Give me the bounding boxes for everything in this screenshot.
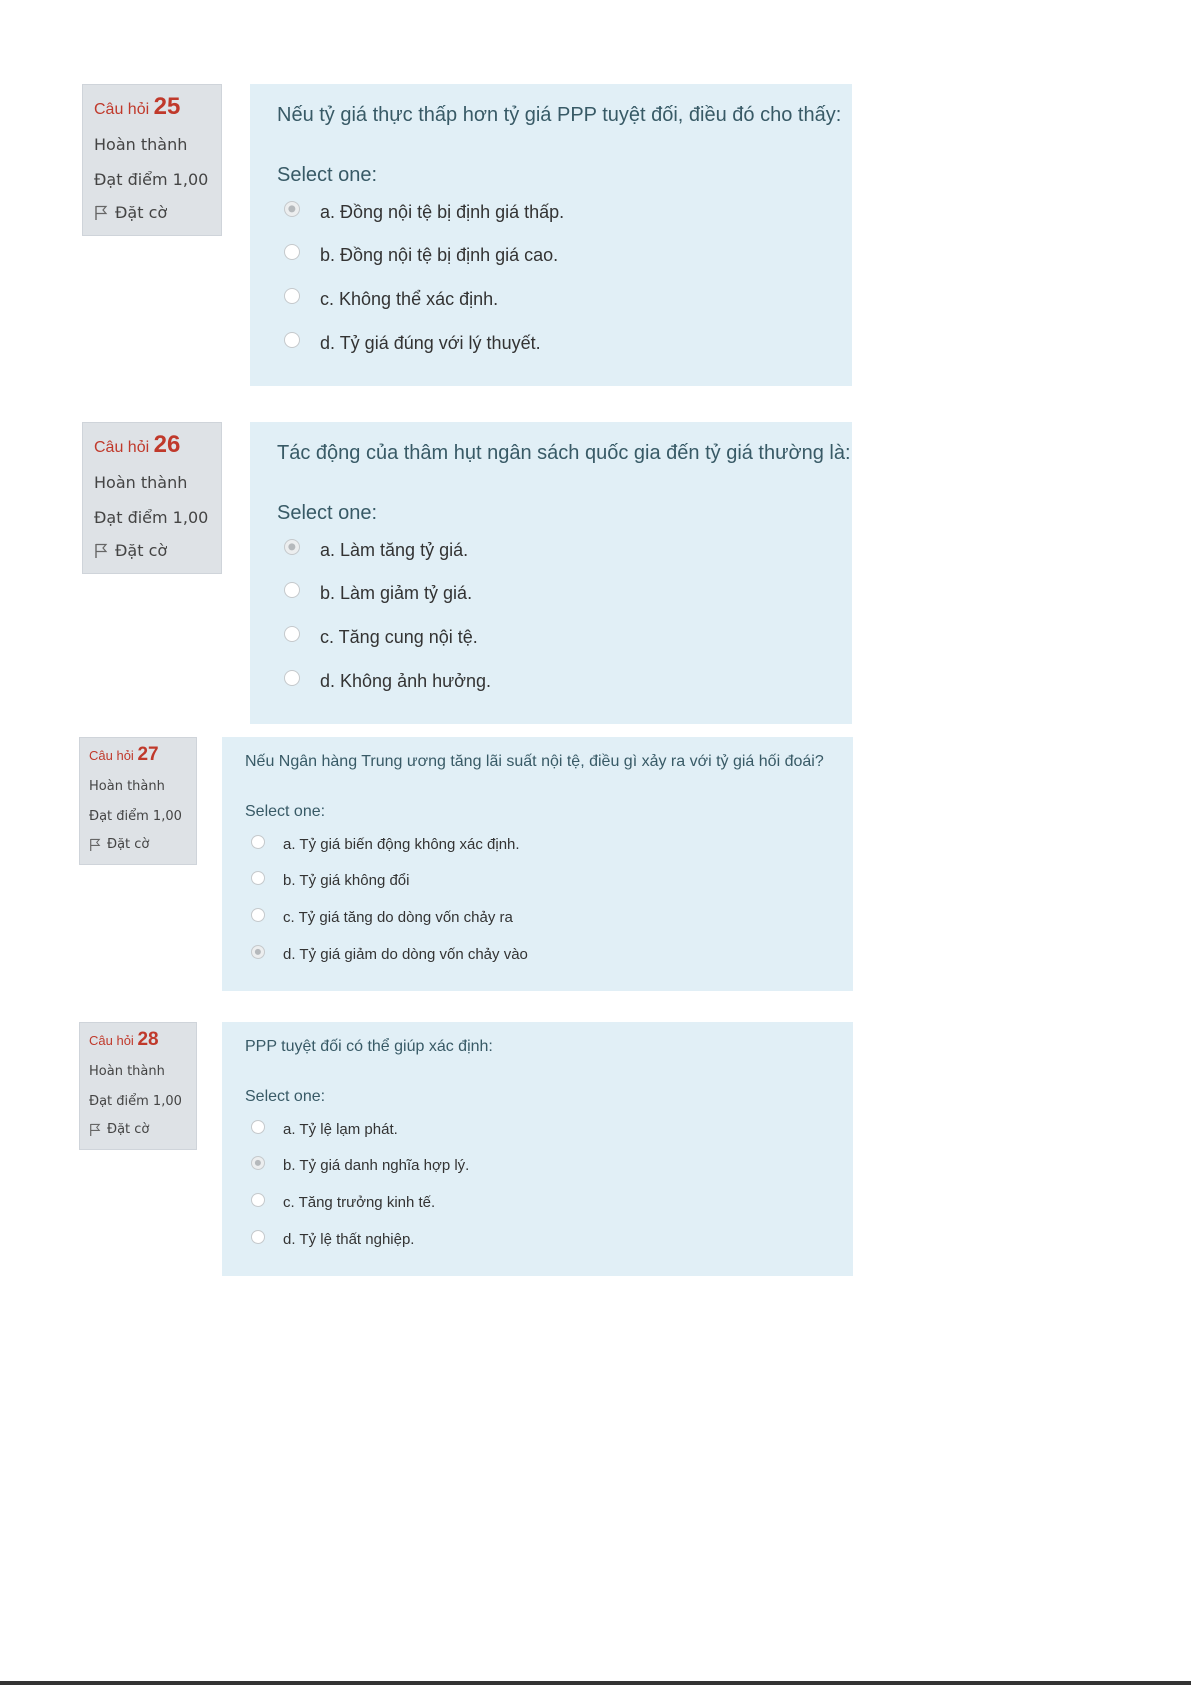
question-label: Câu hỏi: [89, 1033, 134, 1048]
question-26: [82, 422, 852, 724]
answer-label: d. Không ảnh hưởng.: [320, 671, 491, 691]
question-grade: Đạt điểm 1,00: [94, 508, 209, 527]
answer-option-b[interactable]: [251, 872, 409, 889]
question-text: PPP tuyệt đối có thể giúp xác định:: [245, 1038, 493, 1055]
answer-label: c. Không thể xác định.: [320, 289, 499, 309]
answer-label: c. Tăng cung nội tệ.: [320, 627, 478, 647]
radio-icon[interactable]: [284, 332, 300, 348]
radio-icon[interactable]: [251, 1193, 265, 1207]
answer-label: a. Tỷ lệ lạm phát.: [283, 1121, 398, 1138]
flag-question-button[interactable]: [94, 541, 167, 560]
answer-label: d. Tỷ giá giảm do dòng vốn chảy vào: [283, 946, 528, 963]
question-info: [79, 737, 197, 865]
radio-icon[interactable]: [251, 1156, 265, 1170]
answer-option-a[interactable]: [284, 202, 564, 223]
question-grade: Đạt điểm 1,00: [89, 1094, 182, 1109]
question-28: [79, 1022, 853, 1276]
question-number: [89, 744, 159, 766]
radio-icon[interactable]: [251, 1230, 265, 1244]
answer-label: b. Đồng nội tệ bị định giá cao.: [320, 245, 559, 265]
flag-label: Đặt cờ: [107, 837, 150, 852]
radio-icon[interactable]: [284, 288, 300, 304]
question-content: [250, 84, 852, 386]
flag-question-button[interactable]: [89, 1122, 149, 1137]
flag-label: Đặt cờ: [115, 203, 168, 222]
question-text: Nếu Ngân hàng Trung ương tăng lãi suất nội tệ, điều gì xảy ra với tỷ giá hối đoái?: [245, 753, 824, 770]
question-text: Tác động của thâm hụt ngân sách quốc gia đến tỷ giá thường là:: [277, 442, 851, 464]
flag-question-button[interactable]: [89, 837, 149, 852]
question-25: [82, 84, 852, 386]
question-grade: Đạt điểm 1,00: [94, 170, 209, 189]
answer-label: a. Làm tăng tỷ giá.: [320, 540, 469, 560]
page-bottom-border: [0, 1681, 1191, 1685]
question-label: Câu hỏi: [89, 748, 134, 763]
flag-label: Đặt cờ: [115, 541, 168, 560]
answer-option-c[interactable]: [251, 1194, 435, 1211]
question-number: [94, 93, 180, 121]
question-content: [250, 422, 852, 724]
answer-option-d[interactable]: [251, 946, 528, 963]
question-status: Hoàn thành: [89, 1064, 165, 1079]
answer-option-d[interactable]: [284, 671, 491, 692]
select-one-prompt: Select one:: [277, 164, 378, 186]
answer-option-c[interactable]: [284, 627, 478, 648]
question-label: Câu hỏi: [94, 439, 150, 456]
question-number-value: 25: [153, 93, 181, 120]
question-content: [222, 1022, 853, 1276]
answer-label: a. Đồng nội tệ bị định giá thấp.: [320, 202, 565, 222]
flag-question-button[interactable]: [94, 203, 167, 222]
question-info: [79, 1022, 197, 1150]
radio-icon[interactable]: [251, 871, 265, 885]
select-one-prompt: Select one:: [245, 803, 326, 820]
question-number-value: 26: [153, 431, 181, 458]
answer-option-b[interactable]: [284, 583, 472, 604]
answer-label: c. Tăng trưởng kinh tế.: [283, 1194, 436, 1211]
select-one-prompt: Select one:: [245, 1088, 326, 1105]
question-number-value: 27: [137, 744, 159, 765]
answer-label: c. Tỷ giá tăng do dòng vốn chảy ra: [283, 909, 513, 926]
answer-option-c[interactable]: [284, 289, 498, 310]
radio-icon[interactable]: [251, 1120, 265, 1134]
answer-label: b. Làm giảm tỷ giá.: [320, 583, 473, 603]
radio-icon[interactable]: [251, 908, 265, 922]
answer-label: b. Tỷ giá không đổi: [283, 872, 410, 889]
question-content: [222, 737, 853, 991]
flag-icon: [94, 543, 108, 559]
radio-icon[interactable]: [284, 582, 300, 598]
answer-option-d[interactable]: [284, 333, 541, 354]
answer-option-c[interactable]: [251, 909, 513, 926]
answer-option-a[interactable]: [251, 836, 520, 853]
answer-label: a. Tỷ giá biến động không xác định.: [283, 836, 520, 853]
question-number: [89, 1029, 159, 1051]
answer-label: d. Tỷ lệ thất nghiệp.: [283, 1231, 415, 1248]
question-status: Hoàn thành: [89, 779, 165, 794]
answer-option-a[interactable]: [284, 540, 468, 561]
radio-icon[interactable]: [284, 201, 300, 217]
answer-option-d[interactable]: [251, 1231, 414, 1248]
question-label: Câu hỏi: [94, 101, 150, 118]
radio-icon[interactable]: [284, 670, 300, 686]
answer-label: b. Tỷ giá danh nghĩa hợp lý.: [283, 1157, 470, 1174]
answer-option-a[interactable]: [251, 1121, 398, 1138]
radio-icon[interactable]: [284, 626, 300, 642]
answer-option-b[interactable]: [251, 1157, 469, 1174]
radio-icon[interactable]: [284, 539, 300, 555]
radio-icon[interactable]: [251, 835, 265, 849]
radio-icon[interactable]: [251, 945, 265, 959]
flag-icon: [94, 205, 108, 221]
select-one-prompt: Select one:: [277, 502, 378, 524]
question-info: [82, 422, 222, 574]
flag-label: Đặt cờ: [107, 1122, 150, 1137]
radio-icon[interactable]: [284, 244, 300, 260]
answer-option-b[interactable]: [284, 245, 558, 266]
question-number: [94, 431, 180, 459]
question-grade: Đạt điểm 1,00: [89, 809, 182, 824]
question-27: [79, 737, 853, 991]
question-text: Nếu tỷ giá thực thấp hơn tỷ giá PPP tuyệt đối, điều đó cho thấy:: [277, 104, 842, 126]
question-status: Hoàn thành: [94, 473, 188, 492]
flag-icon: [89, 838, 101, 852]
answer-label: d. Tỷ giá đúng với lý thuyết.: [320, 333, 541, 353]
question-info: [82, 84, 222, 236]
question-number-value: 28: [137, 1029, 159, 1050]
flag-icon: [89, 1123, 101, 1137]
question-status: Hoàn thành: [94, 135, 188, 154]
